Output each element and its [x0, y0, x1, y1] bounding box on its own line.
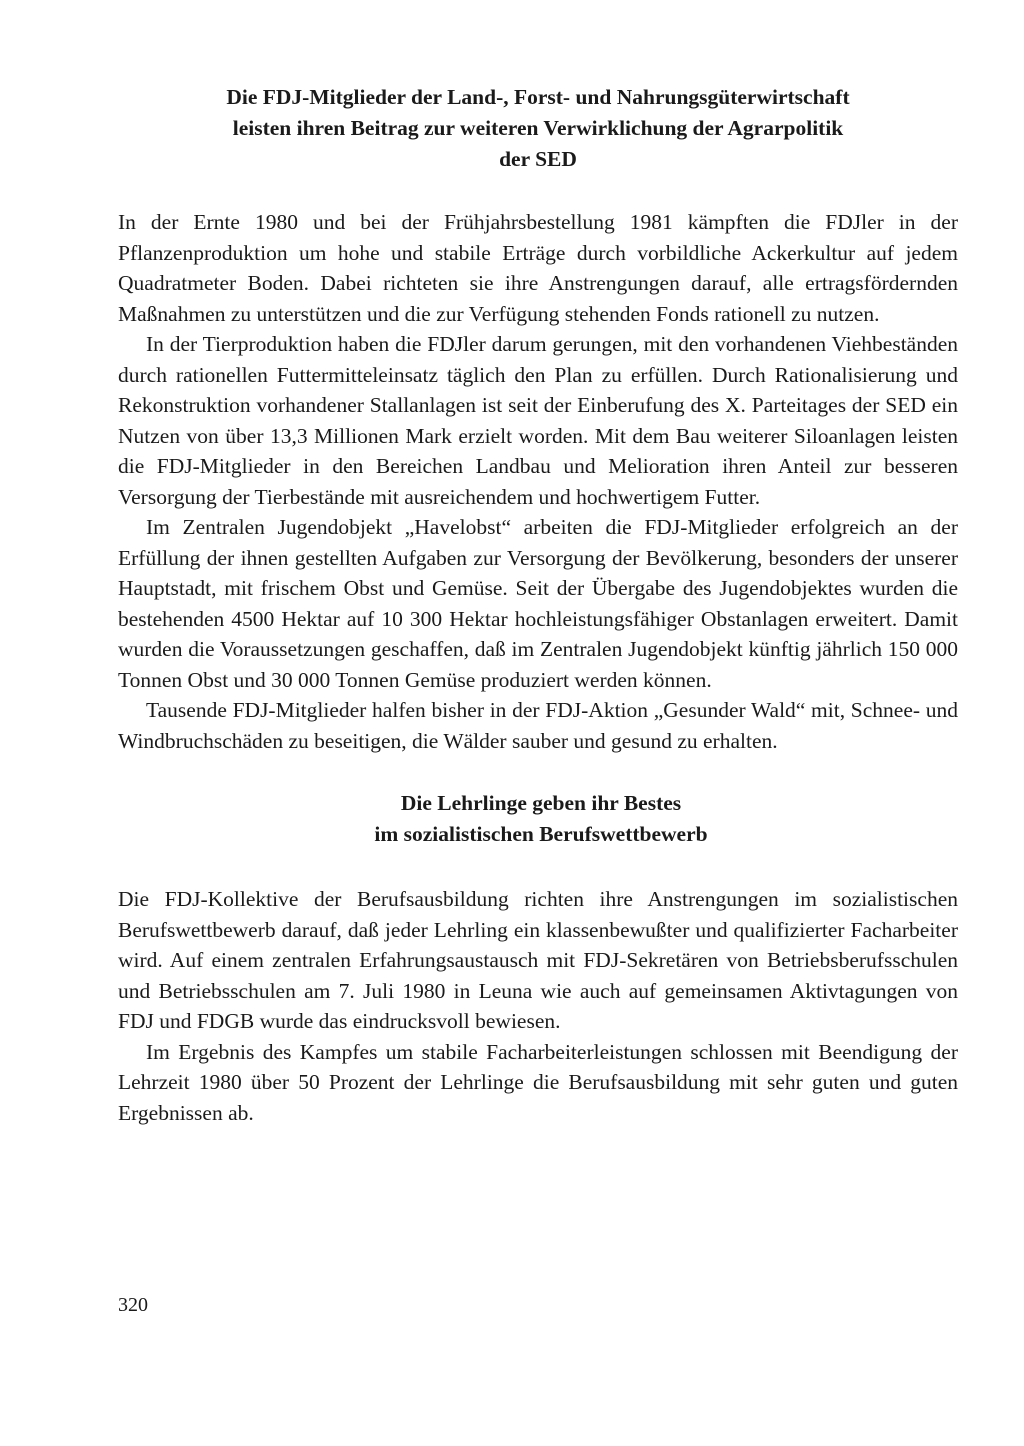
heading-line: Die FDJ-Mitglieder der Land-, Forst- und Nahrungsgüterwirtschaft	[226, 85, 850, 109]
paragraph: In der Ernte 1980 und bei der Frühjahrsbestellung 1981 kämpften die FDJler in der Pflanzenproduktion um hohe und stabile Erträge durch vorbildliche Ackerkultur auf jedem Quadratmeter Boden. Dabei richteten sie ihre Anstrengungen darauf, alle ertragsfördernden Maßnahmen zu unterstützen und die zur Verfügung stehenden Fonds rationell zu nutzen.	[118, 210, 958, 326]
heading-line: im sozialistischen Berufswettbewerb	[374, 822, 708, 846]
heading-line: leisten ihren Beitrag zur weiteren Verwirklichung der Agrarpolitik	[232, 116, 844, 140]
paragraph: Im Ergebnis des Kampfes um stabile Facharbeiterleistungen schlossen mit Beendigung der Lehrzeit 1980 über 50 Prozent der Lehrlinge die Berufsausbildung mit sehr guten und guten Ergebnissen ab.	[118, 1039, 958, 1125]
paragraph: In der Tierproduktion haben die FDJler darum gerungen, mit den vorhandenen Viehbeständen durch rationellen Futtermitteleinsatz täglich den Plan zu erfüllen. Durch Rationalisierung und Rekonstruktion vorhandener Stallanlagen ist seit der Einberufung des X. Parteitages der SED ein Nutzen von über 13,3 Millionen Mark erzielt worden. Mit dem Bau weiterer Siloanlagen leisten die FDJ-Mitglieder in den Bereichen Landbau und Melioration ihren Anteil zur besseren Versorgung der Tierbestände mit ausreichendem und hochwertigem Futter.	[118, 332, 958, 509]
page-number: 320	[118, 1294, 148, 1316]
paragraph: Die FDJ-Kollektive der Berufsausbildung richten ihre Anstrengungen im sozialistischen Berufswettbewerb darauf, daß jeder Lehrling ein klassenbewußter und qualifizierter Facharbeiter wird. Auf einem zentralen Erfahrungsaustausch mit FDJ-Sekretären von Betriebsberufsschulen und Betriebsschulen am 7. Juli 1980 in Leuna wie auch auf gemeinsamen Aktivtagungen von FDJ und FDGB wurde das eindrucksvoll bewiesen.	[118, 887, 958, 1033]
paragraph: Im Zentralen Jugendobjekt „Havelobst“ arbeiten die FDJ-Mitglieder erfolgreich an der Erfüllung der ihnen gestellten Aufgaben zur Versorgung der Bevölkerung, besonders der unserer Hauptstadt, mit frischem Obst und Gemüse. Seit der Übergabe des Jugendobjektes wurden die bestehenden 4500 Hektar auf 10 300 Hektar hochleistungsfähiger Obstanlagen erweitert. Damit wurden die Voraussetzungen geschaffen, daß im Zentralen Jugendobjekt künftig jährlich 150 000 Tonnen Obst und 30 000 Tonnen Gemüse produziert werden können.	[118, 515, 958, 692]
heading-line: der SED	[499, 147, 577, 171]
paragraph: Tausende FDJ-Mitglieder halfen bisher in der FDJ-Aktion „Gesunder Wald“ mit, Schnee- und Windbruchschäden zu beseitigen, die Wälder sauber und gesund zu erhalten.	[118, 698, 958, 753]
heading-line: Die Lehrlinge geben ihr Bestes	[400, 791, 682, 815]
section-heading-agrarpolitik	[118, 82, 958, 175]
section-heading-berufswettbewerb	[118, 788, 958, 850]
document-page	[118, 82, 958, 1128]
